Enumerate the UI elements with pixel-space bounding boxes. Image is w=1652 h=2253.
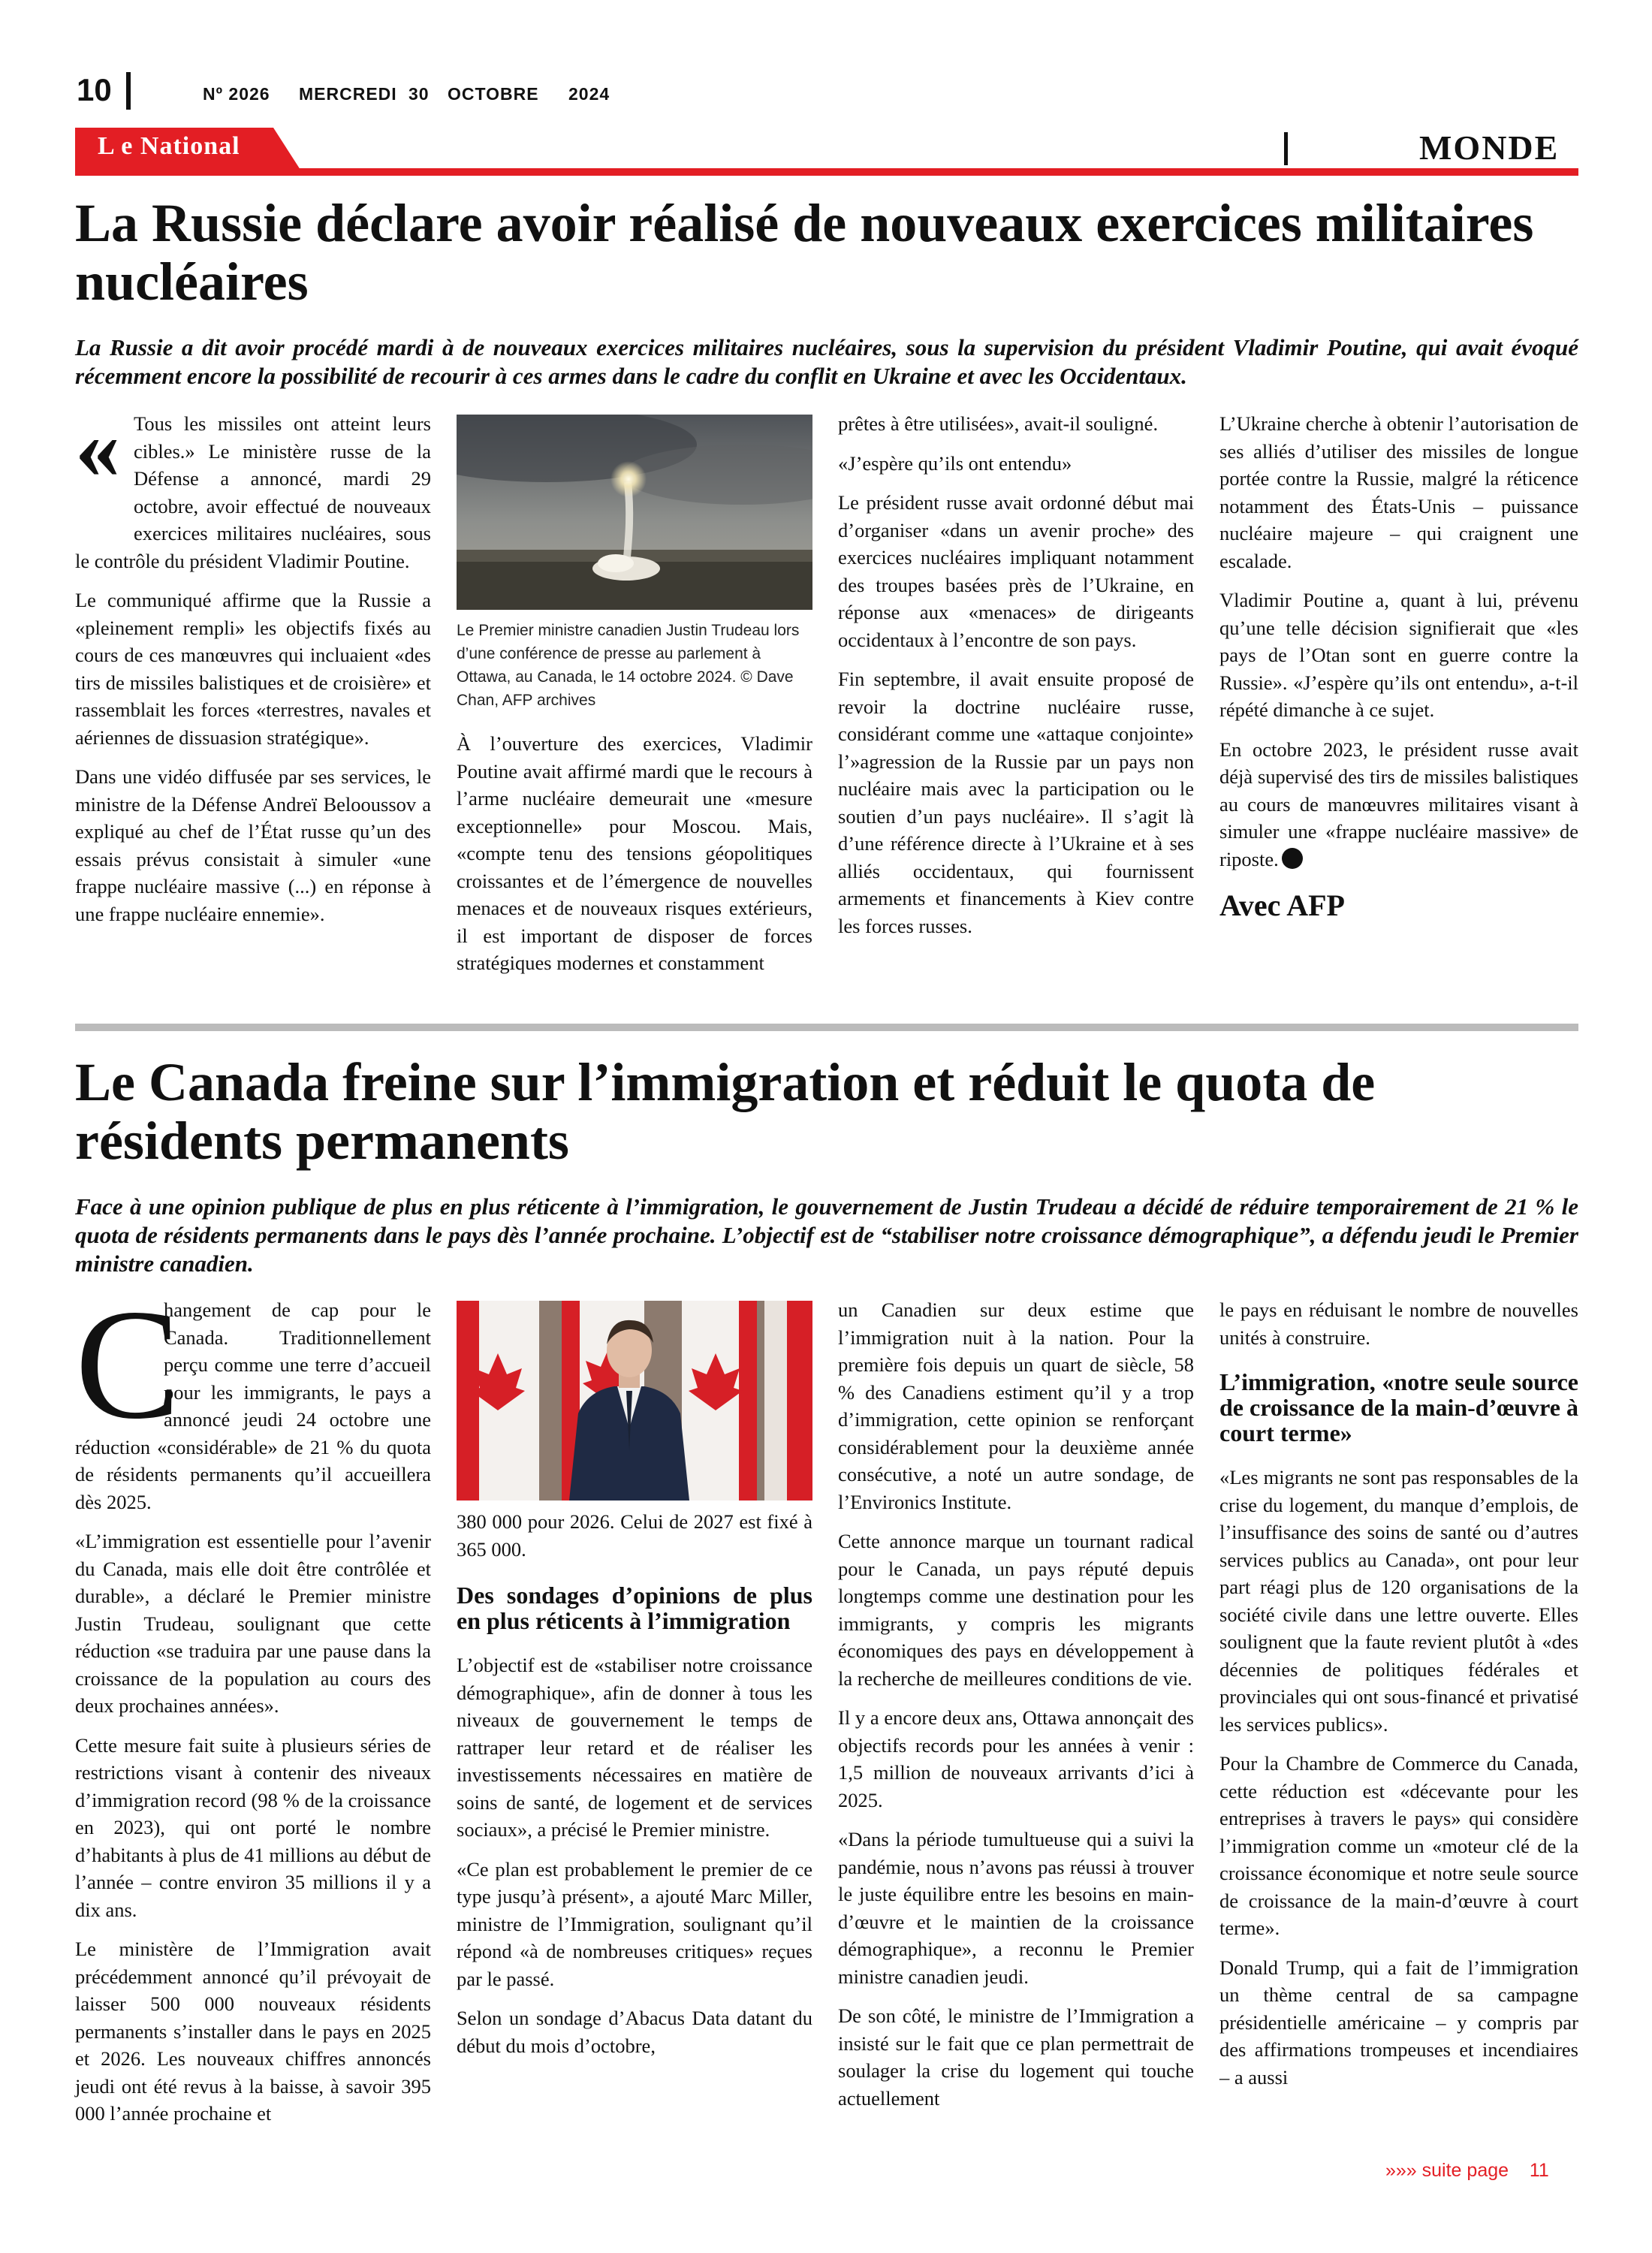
paragraph: hangement de cap pour le Canada. Traditionnellement perçu comme une terre d’accueil pour les immigrants, le pays a annoncé jeudi 24 octobre une réduction «considérable» de 21 % du quota de résidents permanents qu’il accueillera dès 2025. <box>75 1298 431 1513</box>
paragraph: Le président russe avait ordonné début mai d’organiser «dans un avenir proche» des exercices nucléaires impliquant notamment des troupes basées près de l’Ukraine, en réponse aux «menaces» de dirigeants occidentaux à l’encontre de son pays. <box>838 491 1194 651</box>
brand-name: L e National <box>98 132 240 160</box>
paragraph: Donald Trump, qui a fait de l’immigration un thème central de sa campagne présidentielle américaine – y compris par des affirmations trompeuses et incendiaires – a aussi <box>1219 1956 1578 2089</box>
paragraph: En octobre 2023, le président russe avait déjà supervisé des tirs de missiles balistiques au cours de manœuvres militaires visant à simuler une «frappe nucléaire massive» de riposte. <box>1219 737 1578 870</box>
paragraph: De son côté, le ministre de l’Immigration a insisté sur le fait que ce plan permettrait de soulager la crise du logement qui touche actuellement <box>838 2004 1194 2110</box>
paragraph: Vladimir Poutine a, quant à lui, prévenu qu’une telle décision signifierait que «les pays de l’Otan sont en guerre contre la Russie». «J’espère qu’ils ont entendu», a-t-il répété dimanche à ce sujet. <box>1219 589 1578 721</box>
article-divider <box>75 1024 1578 1031</box>
paragraph: un Canadien sur deux estime que l’immigration nuit à la nation. Pour la première fois depuis un quart de siècle, 58 % des Canadiens estiment qu’il y a trop d’immigration, cette opinion se renforçant considérablement pour la deuxième année consécutive, a noté un autre sondage, de l’Environics Institute. <box>838 1298 1194 1513</box>
continued-page-number: 11 <box>1529 2160 1549 2181</box>
paragraph: Dans une vidéo diffusée par ses services, le ministre de la Défense Andreï Belooussov a expliqué au chef de l’État russe qu’un des essais prévus consistait à simuler «une frappe nucléaire massive (...) en réponse à une frappe nucléaire ennemie». <box>75 765 431 925</box>
article2-column-2 <box>457 1301 812 2071</box>
article1-title: La Russie déclare avoir réalisé de nouveaux exercices militaires nucléaires <box>75 193 1534 312</box>
article1-signature: Avec AFP <box>1219 888 1345 922</box>
paragraph: «Les migrants ne sont pas responsables de la crise du logement, du manque d’emplois, de l’insuffisance des soins de santé ou d’autres services publics au Canada», ont pour leur part réagi plus de 120 organisations de la société civile dans une lettre ouverte. Elles soulignent que la faute revient plutôt à «des décennies de politiques fédérales et provinciales qui ont sous-financé et privatisé les services publics». <box>1219 1466 1578 1736</box>
continued-link[interactable]: »»» suite page 11 <box>1385 2160 1549 2181</box>
missile-launch-photo <box>457 415 812 610</box>
article2-column-3 <box>838 1296 1194 2124</box>
paragraph: «Dans la période tumultueuse qui a suivi la pandémie, nous n’avons pas réussi à trouver le juste équilibre entre les besoins en main-d’œuvre et le maintien de la croissance démographique», a reconnu le Premier ministre canadien jeudi. <box>838 1828 1194 1988</box>
paragraph: L’Ukraine cherche à obtenir l’autorisation de ses alliés d’utiliser des missiles de longue portée contre la Russie, malgré la réticence notamment des États-Unis – puissance nucléaire majeure – qui craignent une escalade. <box>1219 412 1578 572</box>
subheading: «J’espère qu’ils ont entendu» <box>838 451 1072 475</box>
year: 2024 <box>568 84 610 104</box>
subheading: Des sondages d’opinions de plus en plus réticents à l’immigration <box>457 1582 812 1634</box>
day: 30 <box>408 84 430 104</box>
paragraph: «L’immigration est essentielle pour l’avenir du Canada, mais elle doit être contrôlée et durable», a déclaré le Premier ministre Justin Trudeau, soulignant que cette réduction «se traduira par une pause dans la croissance de la population au cours des deux prochaines années». <box>75 1530 431 1717</box>
trudeau-flags-photo <box>457 1301 812 1500</box>
article1-column-2 <box>457 415 812 989</box>
section-separator <box>1284 132 1288 165</box>
paragraph: À l’ouverture des exercices, Vladimir Poutine avait affirmé mardi que le recours à l’arme nucléaire demeurait une «mesure exceptionnelle» pour Moscou. Mais, «compte tenu des tensions géopolitiques croissantes et de l’émergence de nouvelles menaces et de nouveaux risques extérieurs, il est important de disposer de forces stratégiques modernes et constamment <box>457 732 812 974</box>
article1-column-3 <box>838 410 1194 952</box>
article1-column-4 <box>1219 410 1578 920</box>
article1-lede: La Russie a dit avoir procédé mardi à de nouveaux exercices militaires nucléaires, sous la supervision du président Vladimir Poutine, qui avait évoqué récemment encore la possibilité de recourir à ces armes dans le cadre du conflit en Ukraine et avec les Occidentaux. <box>75 334 1578 389</box>
paragraph: Cette annonce marque un tournant radical pour le Canada, un pays réputé depuis longtemps comme une destination pour les immigrants, y compris les migrants économiques des pays en développement à la recherche de meilleures conditions de vie. <box>838 1530 1194 1690</box>
paragraph: «Ce plan est probablement le premier de ce type jusqu’à présent», a ajouté Marc Miller, ministre de l’Immigration, soulignant qu’il répond «à de nombreuses critiques» reçues par le passé. <box>457 1857 812 1990</box>
article2-column-4 <box>1219 1296 1578 2103</box>
photo-caption: Le Premier ministre canadien Justin Trudeau lors d’une conférence de presse au parlement à Ottawa, au Canada, le 14 octobre 2024. © Dave Chan, AFP archives <box>457 622 800 709</box>
article2-column-1 <box>75 1277 431 2140</box>
weekday: MERCREDI <box>299 84 397 104</box>
article2-title: Le Canada freine sur l’immigration et réduit le quota de résidents permanents <box>75 1052 1376 1171</box>
paragraph: L’objectif est de «stabiliser notre croissance démographique», afin de donner à tous les niveaux de gouvernement le temps de rattraper leur retard et de réaliser les investissements nécessaires en matière de soins de santé, de logement et de services sociaux», a précisé le Premier ministre. <box>457 1654 812 1841</box>
article1-column-1 <box>75 397 431 940</box>
paragraph: Le ministère de l’Immigration avait précédemment annoncé qu’il prévoyait de laisser 500 000 nouveaux résidents permanents s’installer dans le pays en 2025 et 2026. Les nouveaux chiffres annoncés jeudi ont été revus à la baisse, à savoir 395 000 l’année prochaine et <box>75 1938 431 2125</box>
paragraph: Tous les missiles ont atteint leurs cibles.» Le ministère russe de la Défense a annoncé, mardi 29 octobre, avoir effectué de nouveaux exercices militaires nucléaires, sous le contrôle du président Vladimir Poutine. <box>75 412 431 572</box>
paragraph: Il y a encore deux ans, Ottawa annonçait des objectifs records pour les années à venir : 1,5 million de nouveaux arrivants d’ici à 2025. <box>838 1706 1194 1811</box>
paragraph: prêtes à être utilisées», avait-il souligné. <box>838 412 1159 435</box>
paragraph: le pays en réduisant le nombre de nouvelles unités à construire. <box>1219 1298 1578 1349</box>
paragraph: Le communiqué affirme que la Russie a «pleinement rempli» les objectifs fixés au cours de ces manœuvres qui incluaient «des tirs de missiles balistiques et de croisière» et rassemblait les forces «terrestres, navales et aériennes de dissuasion stratégique». <box>75 589 431 749</box>
header-rule <box>75 168 1578 176</box>
drop-cap: C <box>75 1277 181 1452</box>
section-title: MONDE <box>1419 128 1560 167</box>
quote-mark: « <box>75 397 120 497</box>
paragraph: Fin septembre, il avait ensuite proposé de revoir la doctrine nucléaire russe, considérant comme une «attaque conjointe» l’»agression de la Russie par un pays non nucléaire mais avec la participation ou le soutien d’un pays nucléaire». Il s’agit là d’une référence directe à l’Ukraine et à ses alliés occidentaux, qui fournissent armements et financements à Kiev contre les forces russes. <box>838 668 1194 937</box>
paragraph: Selon un sondage d’Abacus Data datant du début du mois d’octobre, <box>457 2007 812 2057</box>
paragraph: Cette mesure fait suite à plusieurs séries de restrictions visant à contenir des niveaux d’immigration record (98 % de la croissance en 2023), qui ont porté le nombre d’habitants à plus de 41 millions au début de l’année – contre environ 35 millions il y a dix ans. <box>75 1733 431 1921</box>
page-number-bar <box>126 72 131 110</box>
subheading: L’immigration, «notre seule source de croissance de la main-d’œuvre à court terme» <box>1219 1368 1578 1446</box>
paragraph: 380 000 pour 2026. Celui de 2027 est fixé à 365 000. <box>457 1510 812 1561</box>
month: OCTOBRE <box>448 84 539 104</box>
article2-lede: Face à une opinion publique de plus en plus réticente à l’immigration, le gouvernement de Justin Trudeau a décidé de réduire temporairement de 21 % le quota de résidents permanents dans le pays dès l’année prochaine. L’objectif est de “stabiliser notre croissance démographique”, a défendu jeudi le Premier ministre canadien. <box>75 1193 1578 1277</box>
page-number: 10 <box>77 72 112 107</box>
paragraph: Pour la Chambre de Commerce du Canada, cette réduction est «décevante pour les entreprises à travers le pays» qui considère l’immigration comme un «moteur clé de la croissance économique et notre seule source de croissance de la main-d’œuvre à court terme». <box>1219 1752 1578 1939</box>
end-mark-icon <box>1282 848 1303 869</box>
issue-number: Nº 2026 <box>203 84 270 104</box>
